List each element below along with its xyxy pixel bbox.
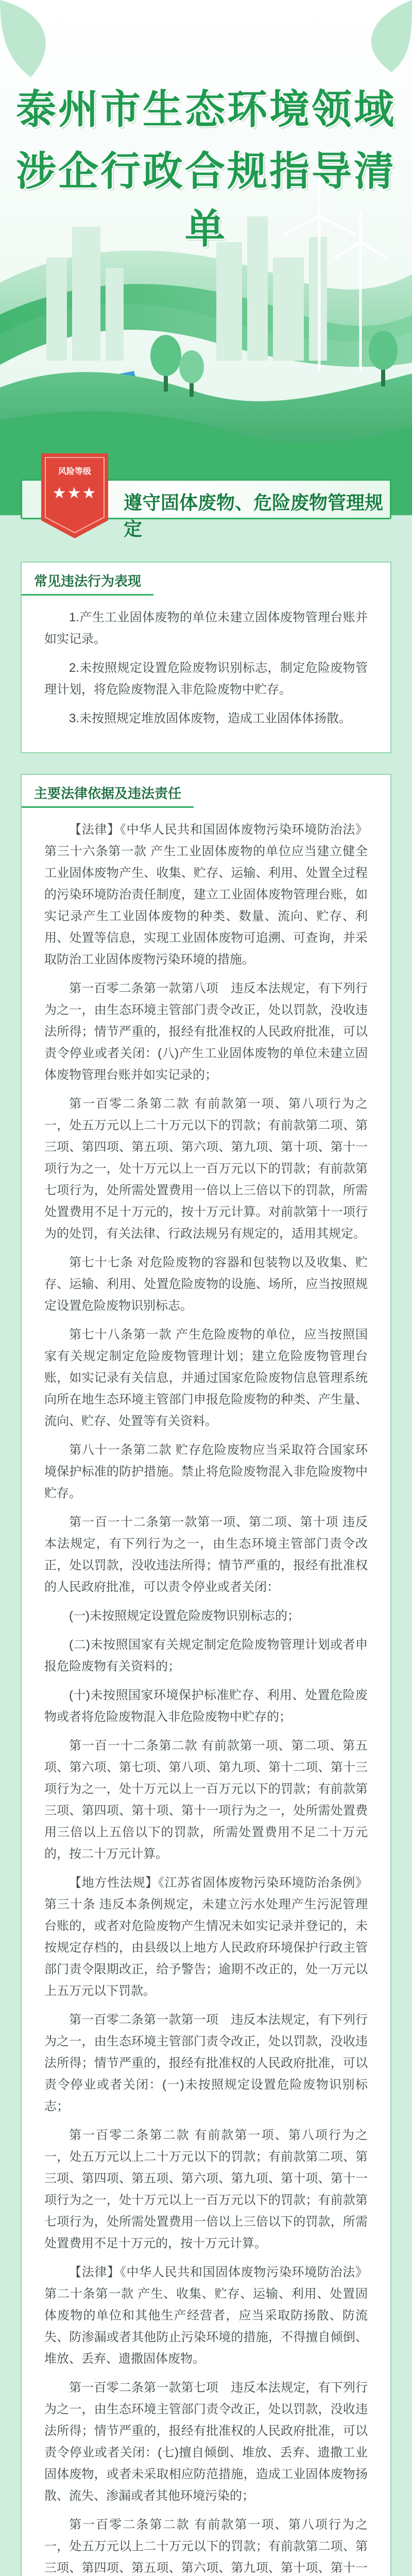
law-paragraph: 第一百一十二条第一款第一项、第二项、第十项 违反本法规定，有下列行为之一，由生态环境主管部门责令改正，处以罚款，没收违法所得；情节严重的，报经有批准权的人民政府批准，可以责令停业或者关闭： [44,1515,368,1594]
violation-item: 2.未按照规定设置危险废物识别标志，制定危险废物管理计划，将危险废物混入非危险废物中贮存。 [44,661,368,697]
violation-item: 3.未按照规定堆放固体废物，造成工业固体体扬散。 [69,711,352,725]
law-paragraph: 第一百零二条第一款第七项 违反本法规定，有下列行为之一，由生态环境主管部门责令改正，处以罚款，没收违法所得；情节严重的，报经有批准权的人民政府批准，可以责令停业或者关闭：(七)擅自倾倒、堆放、丢弃、遗撒工业固体废物，或者未采取相应防范措施，造成工业固体废物扬散、流失、渗漏或者其他环境污染的； [44,2381,368,2503]
law-paragraph: 第七十七条 对危险废物的容器和包装物以及收集、贮存、运输、利用、处置危险废物的设施、场所，应当按照规定设置危险废物识别标志。 [44,1256,368,1313]
law-paragraph: 第一百零二条第二款 有前款第一项、第八项行为之一，处五万元以上二十万元以下的罚款；有前款第二项、第三项、第四项、第五项、第六项、第九项、第十项、第十一项行为之一，处十万元以上一百万元以下的罚款；有前款第七项行为，处所需处置费用一倍以上三倍以下的罚款，所需处置费用不足十万元的，按十万元计算。对前款第十一项行为的处罚，有关法律、行政法规另有规定的，适用其规定。 [44,1097,368,1241]
category-title: 遵守固体废物、危险废物管理规定 [124,492,384,539]
laws-list [22,808,390,2576]
leaf-shape [0,0,46,77]
law-paragraph: 第一百零二条第一款第一项 违反本法规定，有下列行为之一，由生态环境主管部门责令改正，处以罚款，没收违法所得；情节严重的，报经有批准权的人民政府批准，可以责令停业或者关闭：(一)未按照规定设置危险废物识别标志； [44,2013,368,2113]
page-title-line2: 涉企行政合规指导清单 [15,148,396,252]
category-banner [21,453,391,541]
law-paragraph: 第一百零二条第二款 有前款第一项、第八项行为之一，处五万元以上二十万元以下的罚款；有前款第二项、第三项、第四项、第五项、第六项、第九项、第十项、第十一项行为之一，处十万元以上一百万元以下的罚款；有前款第七项行为，处所需处置费用一倍以上三倍以下的罚款，所需处置费用不足十万元的，按十万元计算。 [44,2128,368,2250]
law-paragraph: 第七十八条第一款 产生危险废物的单位，应当按照国家有关规定制定危险废物管理计划；建立危险废物管理台账，如实记录有关信息，并通过国家危险废物信息管理系统向所在地生态环境主管部门申报危险废物的种类、产生量、流向、贮存、处置等有关资料。 [44,1328,368,1428]
law-paragraph: 【地方性法规】《江苏省固体废物污染环境防治条例》第三十条 违反本条例规定，未建立污水处理产生污泥管理台账的，或者对危险废物产生情况未如实记录并登记的，未按规定存档的，由县级以上地方人民政府环境保护行政主管部门责令限期改正，给予警告；逾期不改正的，处一万元以上五万元以下罚款。 [44,1876,368,1998]
violation-item: 1.产生工业固体废物的单位未建立固体废物管理台账并如实记录。 [44,611,368,646]
leaf-shape [371,0,412,72]
law-paragraph: 第一百零二条第二款 有前款第一项、第八项行为之一，处五万元以上二十万元以下的罚款；有前款第二项、第三项、第四项、第五项、第六项、第九项、第十项、第十一 [44,2518,368,2575]
risk-stars: ★★★ [52,485,97,502]
violations-card [21,562,391,753]
law-paragraph: 第一百一十二条第二款 有前款第一项、第二项、第五项、第六项、第七项、第八项、第九项、第十二项、第十三项行为之一，处十万元以上一百万元以下的罚款；有前款第三项、第四项、第十项、第十一项行为之一，处所需处置费用三倍以上五倍以下的罚款，所需处置费用不足二十万元的，按二十万元计算。 [44,1739,368,1861]
violations-list [22,596,390,730]
violations-header: 常见违法行为表现 [22,567,153,596]
laws-card [21,774,391,2576]
law-paragraph: (二)未按照国家有关规定制定危险废物管理计划或者申报危险废物有关资料的； [44,1638,368,1673]
page-title-line1: 泰州市生态环境领域 [15,87,396,133]
laws-header: 主要法律依据及违法责任 [22,779,194,808]
law-paragraph: 第八十一条第二款 贮存危险废物应当采取符合国家环境保护标准的防护措施。禁止将危险废物混入非危险废物中贮存。 [44,1443,368,1500]
law-paragraph: 【法律】《中华人民共和国固体废物污染环境防治法》第三十六条第一款 产生工业固体废物的单位应当建立健全工业固体废物产生、收集、贮存、运输、利用、处置全过程的污染环境防治责任制度，建立工业固体废物管理台账，如实记录产生工业固体废物的种类、数量、流向、贮存、利用、处置等信息，实现工业固体废物可追溯、可查询，并采取防治工业固体废物污染环境的措施。 [44,823,368,967]
risk-badge [41,453,108,541]
law-paragraph: 第一百零二条第一款第八项 违反本法规定，有下列行为之一，由生态环境主管部门责令改正，处以罚款，没收违法所得；情节严重的，报经有批准权的人民政府批准，可以责令停业或者关闭：(八)产生工业固体废物的单位未建立固体废物管理台账并如实记录的； [44,981,368,1082]
law-paragraph: (一)未按照规定设置危险废物识别标志的； [69,1609,300,1623]
law-paragraph: 【法律】《中华人民共和国固体废物污染环境防治法》第二十条第一款 产生、收集、贮存、运输、利用、处置固体废物的单位和其他生产经营者，应当采取防扬散、防流失、防渗漏或者其他防止污染环境的措施，不得擅自倾倒、堆放、丢弃、遗撒固体废物。 [44,2265,368,2366]
risk-badge-label: 风险等级 [58,467,91,476]
law-paragraph: (十)未按照国家环境保护标准贮存、利用、处置危险废物或者将危险废物混入非危险废物中贮存的； [44,1688,368,1724]
hero-section [0,0,412,515]
